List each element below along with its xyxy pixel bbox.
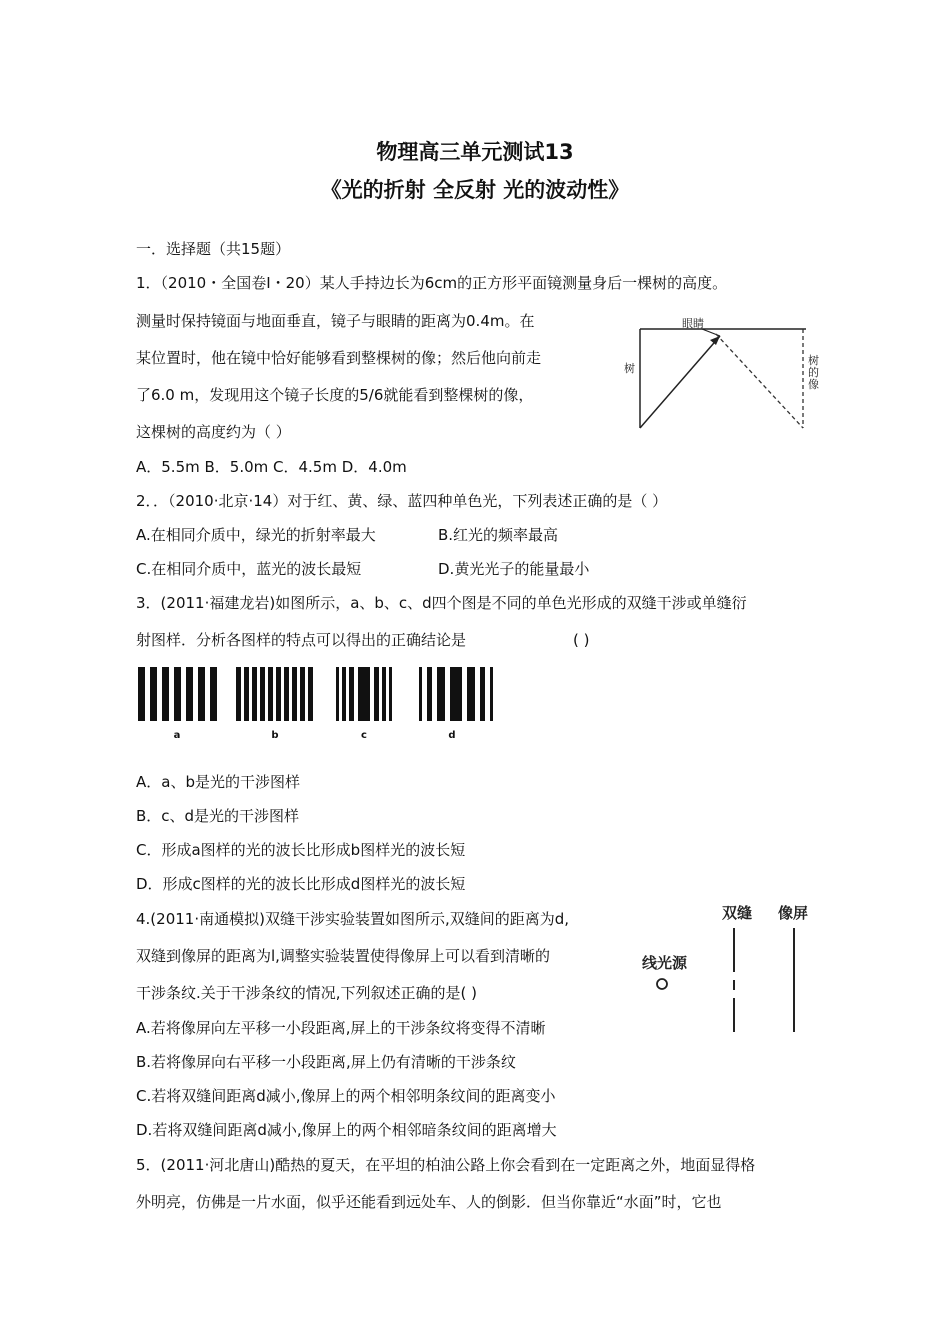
q4-optC: C.若将双缝间距离d减小,像屏上的两个相邻明条纹间的距离变小 bbox=[136, 1087, 556, 1105]
q1-line4: 了6.0 m，发现用这个镜子长度的5/6就能看到整棵树的像， bbox=[136, 386, 534, 404]
q1-line1: 1．（2010・全国卷Ⅰ・20）某人手持边长为6cm的正方形平面镜测量身后一棵树的高度。 bbox=[136, 274, 728, 292]
image-label-3: 像 bbox=[808, 378, 819, 391]
section-heading: 一．选择题（共15题） bbox=[136, 240, 291, 258]
source-label: 线光源 bbox=[642, 954, 688, 972]
eye-label: 眼睛 bbox=[682, 317, 704, 330]
image-label-1: 树 bbox=[808, 354, 819, 367]
pattern-c bbox=[336, 667, 392, 721]
slits-label: 双缝 bbox=[722, 904, 753, 922]
pattern-b bbox=[236, 667, 313, 721]
q3-optC: C．形成a图样的光的波长比形成b图样光的波长短 bbox=[136, 841, 466, 859]
ray-arrow bbox=[710, 336, 720, 345]
q4-line3: 干涉条纹.关于干涉条纹的情况,下列叙述正确的是( ) bbox=[136, 984, 478, 1002]
q3-line2: 射图样．分析各图样的特点可以得出的正确结论是 bbox=[136, 631, 467, 649]
page-subtitle: 《光的折射 全反射 光的波动性》 bbox=[320, 178, 630, 202]
q5-line1: 5．(2011·河北唐山)酷热的夏天，在平坦的柏油公路上你会看到在一定距离之外，地面显得格 bbox=[136, 1156, 756, 1174]
label-b: b bbox=[271, 730, 279, 741]
q2-line1: 2．．（2010·北京·14）对于红、黄、绿、蓝四种单色光，下列表述正确的是（ ） bbox=[136, 492, 668, 510]
q4-optB: B.若将像屏向右平移一小段距离,屏上仍有清晰的干涉条纹 bbox=[136, 1053, 516, 1071]
label-a: a bbox=[173, 730, 181, 741]
image-dashed-diag bbox=[716, 334, 803, 428]
q4-optA: A.若将像屏向左平移一小段距离,屏上的干涉条纹将变得不清晰 bbox=[136, 1019, 546, 1037]
q3-optD: D．形成c图样的光的波长比形成d图样光的波长短 bbox=[136, 875, 466, 893]
q3-optB: B．c、d是光的干涉图样 bbox=[136, 807, 300, 825]
screen-label: 像屏 bbox=[778, 904, 809, 922]
q2-optB: B.红光的频率最高 bbox=[438, 526, 559, 544]
q3-bracket: ( ) bbox=[573, 631, 590, 649]
q3-line1: 3．(2011·福建龙岩)如图所示，a、b、c、d四个图是不同的单色光形成的双缝干涉或单缝衍 bbox=[136, 594, 747, 612]
q5-line2: 外明亮，仿佛是一片水面，似乎还能看到远处车、人的倒影．但当你靠近“水面”时，它也 bbox=[136, 1193, 722, 1211]
pattern-a bbox=[138, 667, 217, 721]
q1-mirror-diagram bbox=[620, 310, 820, 435]
ray-line bbox=[640, 336, 720, 428]
label-c: c bbox=[361, 730, 367, 741]
pattern-d bbox=[419, 667, 493, 721]
q4-optD: D.若将双缝间距离d减小,像屏上的两个相邻暗条纹间的距离增大 bbox=[136, 1121, 557, 1139]
q1-line5: 这棵树的高度约为（ ） bbox=[136, 423, 291, 441]
q2-optC: C.在相同介质中，蓝光的波长最短 bbox=[136, 560, 362, 578]
tree-label: 树 bbox=[624, 362, 635, 375]
fringe-patterns bbox=[136, 665, 496, 743]
q4-line1: 4.(2011·南通模拟)双缝干涉实验装置如图所示,双缝间的距离为d, bbox=[136, 910, 570, 928]
label-d: d bbox=[448, 730, 456, 741]
q1-line3: 某位置时，他在镜中恰好能够看到整棵树的像；然后他向前走 bbox=[136, 349, 542, 367]
q1-line2: 测量时保持镜面与地面垂直，镜子与眼睛的距离为0.4m。在 bbox=[136, 312, 535, 330]
q4-line2: 双缝到像屏的距离为l,调整实验装置使得像屏上可以看到清晰的 bbox=[136, 947, 550, 965]
image-label-2: 的 bbox=[808, 366, 819, 379]
q3-optA: A．a、b是光的干涉图样 bbox=[136, 773, 300, 791]
q2-optA: A.在相同介质中，绿光的折射率最大 bbox=[136, 526, 376, 544]
q4-double-slit-diagram bbox=[640, 900, 840, 1040]
page-title: 物理高三单元测试13 bbox=[376, 140, 574, 164]
q2-optD: D.黄光光子的能量最小 bbox=[438, 560, 590, 578]
q1-options: A．5.5m B．5.0m C．4.5m D．4.0m bbox=[136, 458, 407, 476]
light-source-icon bbox=[657, 979, 667, 989]
